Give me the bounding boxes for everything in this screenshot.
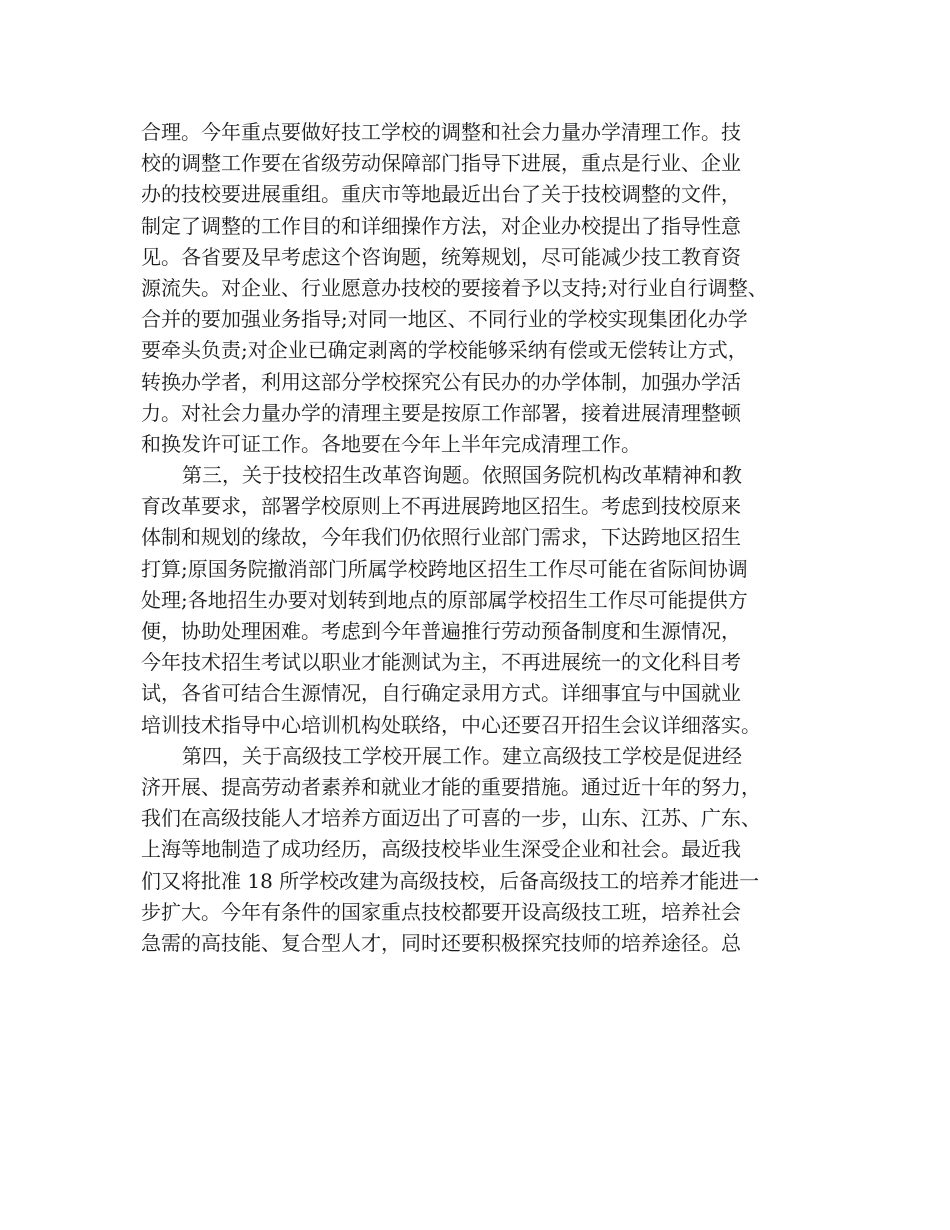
text-line: 制定了调整的工作目的和详细操作方法，对企业办校提出了指导性意 (141, 213, 741, 238)
paragraph-technical-school-adjustment (141, 117, 831, 460)
text-line-indented: 第三，关于技校招生改革咨询题。依照国务院机构改革精神和教 (182, 463, 742, 488)
text-line: 培训技术指导中心培训机构处联络，中心还要召开招生会议详细落实。 (141, 712, 761, 737)
text-line: 源流失。对企业、行业愿意办技校的要接着予以支持;对行业自行调整、 (141, 275, 768, 300)
text-line: 上海等地制造了成功经历，高级技校毕业生深受企业和社会。最近我 (141, 837, 741, 862)
text-line: 合并的要加强业务指导;对同一地区、不同行业的学校实现集团化办学 (141, 307, 748, 332)
text-line: 校的调整工作要在省级劳动保障部门指导下进展，重点是行业、企业 (141, 151, 741, 176)
text-line: 体制和规划的缘故，今年我们仍依照行业部门需求，下达跨地区招生 (141, 525, 741, 550)
body-text (141, 117, 831, 959)
text-line: 急需的高技能、复合型人才，同时还要积极探究技师的培养途径。总 (141, 930, 741, 955)
text-line: 力。对社会力量办学的清理主要是按原工作部署，接着进展清理整顿 (141, 400, 741, 425)
text-line: 和换发许可证工作。各地要在今年上半年完成清理工作。 (141, 431, 641, 456)
text-line: 要牵头负责;对企业已确定剥离的学校能够采纳有偿或无偿转让方式， (141, 338, 748, 363)
text-line: 合理。今年重点要做好技工学校的调整和社会力量办学清理工作。技 (141, 120, 741, 144)
text-line: 打算;原国务院撤消部门所属学校跨地区招生工作尽可能在省际间协调 (141, 556, 748, 581)
text-line: 步扩大。今年有条件的国家重点技校都要开设高级技工班，培养社会 (141, 899, 741, 924)
paragraph-enrollment-reform (141, 460, 831, 741)
text-line: 育改革要求，部署学校原则上不再进展跨地区招生。考虑到技校原来 (141, 494, 741, 519)
text-line-indented: 第四，关于高级技工学校开展工作。建立高级技工学校是促进经 (182, 743, 742, 768)
text-line: 们又将批准 18 所学校改建为高级技校，后备高级技工的培养才能进一 (141, 868, 760, 893)
text-line: 我们在高级技能人才培养方面迈出了可喜的一步，山东、江苏、广东、 (141, 806, 761, 831)
text-line: 试，各省可结合生源情况，自行确定录用方式。详细事宜与中国就业 (141, 681, 741, 706)
text-line: 处理;各地招生办要对划转到地点的原部属学校招生工作尽可能提供方 (141, 587, 748, 612)
text-line: 今年技术招生考试以职业才能测试为主，不再进展统一的文化科目考 (141, 650, 741, 675)
text-line: 办的技校要进展重组。重庆市等地最近出台了关于技校调整的文件， (141, 182, 741, 207)
text-line: 便，协助处理困难。考虑到今年普遍推行劳动预备制度和生源情况， (141, 619, 741, 643)
text-line: 见。各省要及早考虑这个咨询题，统筹规划，尽可能减少技工教育资 (141, 244, 741, 269)
paragraph-advanced-technical-schools (141, 741, 831, 959)
text-line: 转换办学者，利用这部分学校探究公有民办的办学体制，加强办学活 (141, 369, 741, 394)
text-line: 济开展、提高劳动者素养和就业才能的重要措施。通过近十年的努力， (141, 774, 761, 799)
